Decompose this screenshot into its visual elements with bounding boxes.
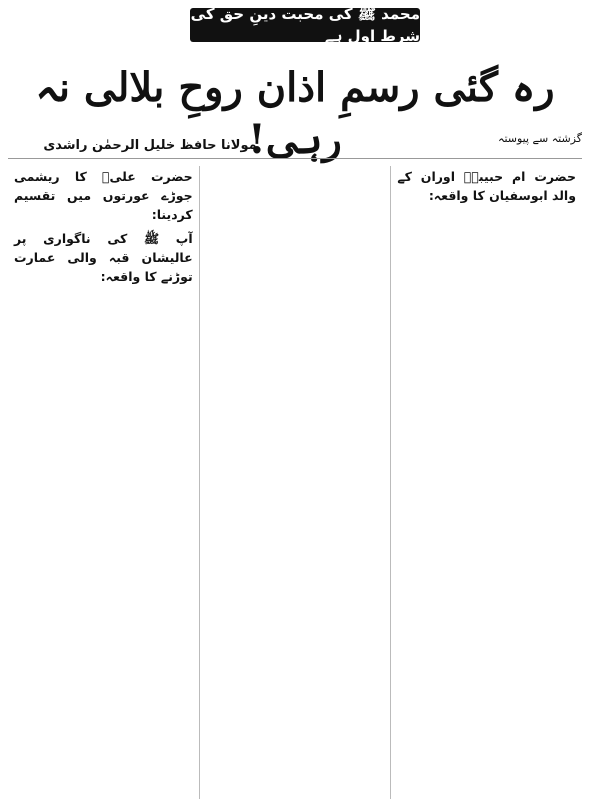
section-heading: حضرت ام حبیبہؓ اوران کے والد ابوسفیان کا واقعہ: xyxy=(397,169,576,203)
column-2 xyxy=(199,166,391,799)
header-divider xyxy=(8,158,582,159)
byline: مولانا حافظ خلیل الرحمٰن راشدی xyxy=(43,138,257,153)
continued-label: گزشتہ سے پیوستہ xyxy=(498,132,582,145)
section-heading: حضرت علیؓ کا ریشمی جوڑے عورتوں میں تقسیم کردینا: xyxy=(13,169,193,222)
section-heading: آپ ﷺ کی ناگواری پر عالیشان قبہ والی عمارت توڑنے کا واقعہ: xyxy=(13,231,193,284)
article-columns xyxy=(8,166,582,799)
header-banner: محمد ﷺ کی محبت دینِ حق کی شرطِ اول ہے xyxy=(190,5,420,45)
column-1 xyxy=(390,166,582,799)
column-3 xyxy=(8,166,199,799)
headline: رہ گئی رسمِ اذان روحِ بلالی نہ رہی! xyxy=(35,64,555,163)
